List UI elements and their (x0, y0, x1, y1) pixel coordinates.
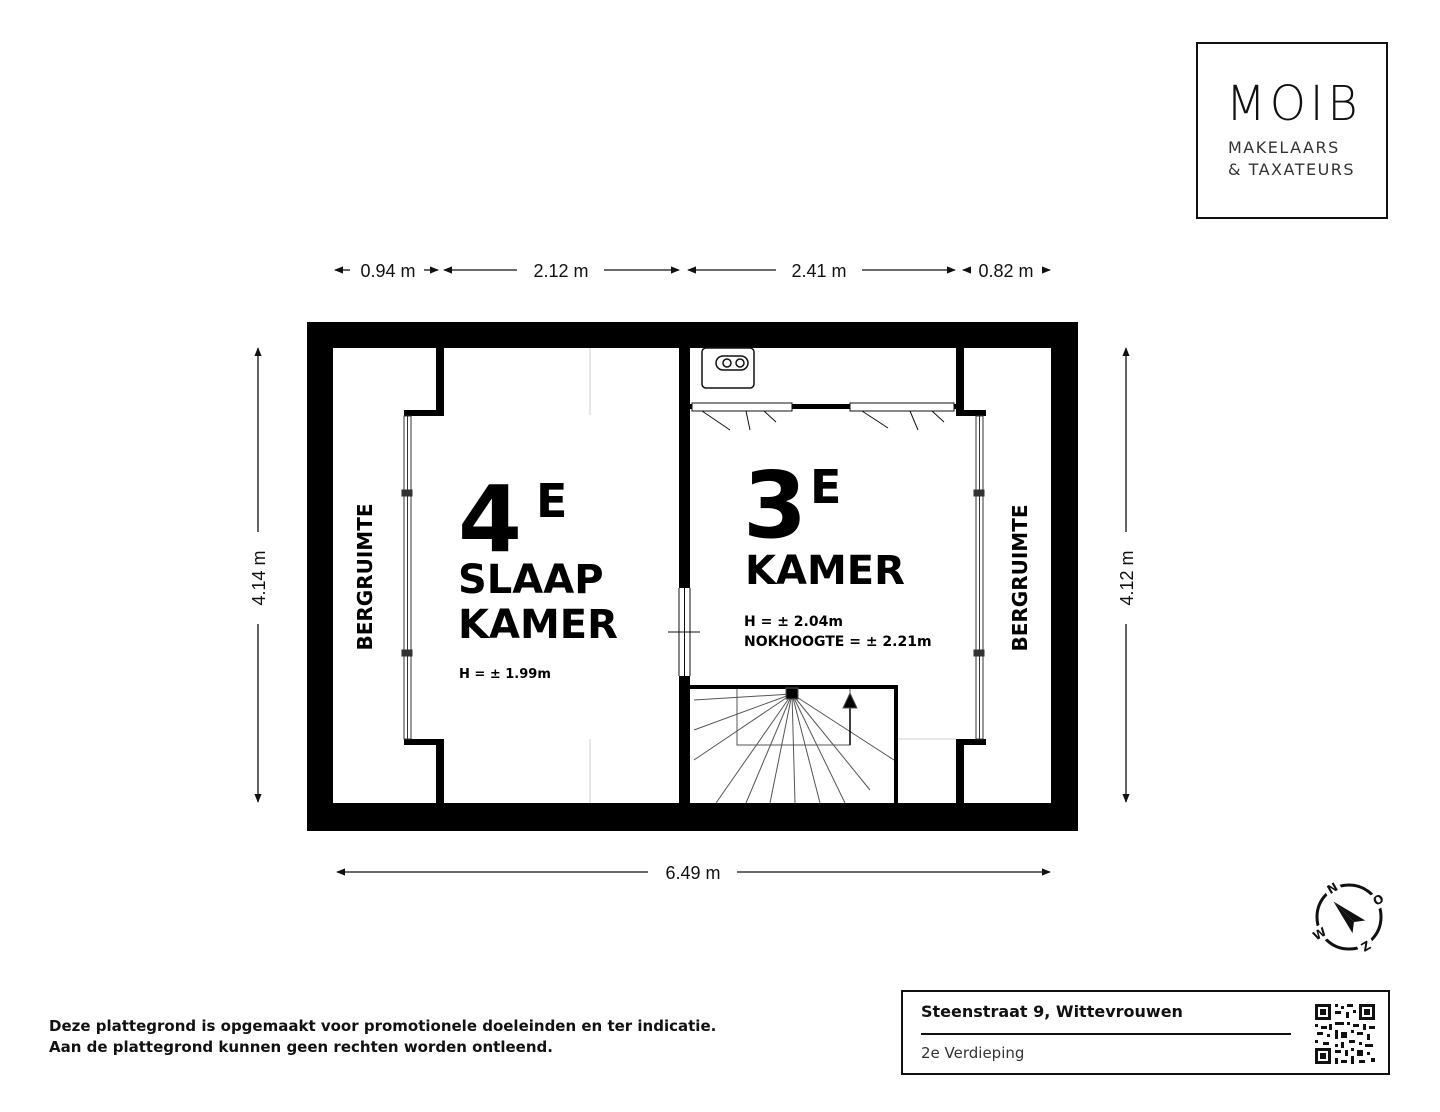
dim-right: 4.12 m (1117, 550, 1137, 606)
storage-left-label: BERGRUIMTE (353, 503, 377, 651)
address-street: Steenstraat 9, Wittevrouwen (921, 1002, 1183, 1021)
room3-ridge: NOKHOOGTE = ± 2.21m (744, 634, 932, 650)
dim-top-4: 0.82 m (978, 261, 1034, 281)
dim-left: 4.14 m (249, 550, 269, 606)
room3-line1: KAMER (745, 548, 905, 594)
qr-code-icon (1313, 1002, 1377, 1066)
address-divider (921, 1033, 1291, 1035)
compass-o: O (1370, 891, 1387, 909)
bedroom4-height: H = ± 1.99m (459, 667, 551, 682)
dim-top-3: 2.41 m (791, 261, 847, 281)
compass-z: Z (1358, 938, 1374, 955)
bedroom4-line1: SLAAP (458, 557, 604, 603)
address-box (901, 990, 1390, 1075)
logo-line-1: MAKELAARS (1228, 138, 1340, 157)
stairs (694, 688, 894, 803)
compass-icon (1292, 860, 1407, 975)
bedroom4-line2: KAMER (458, 602, 618, 648)
bedroom4-sup: E (536, 474, 568, 528)
compass-w: W (1310, 924, 1329, 944)
dimension-lines (258, 270, 1126, 872)
knee-wall-left (402, 416, 412, 739)
knee-wall-right (974, 416, 984, 739)
logo-name: MOIB (1226, 74, 1362, 132)
room3-number: 3 (743, 452, 808, 559)
compass-n: N (1324, 879, 1341, 897)
logo-line-2: & TAXATEURS (1228, 160, 1356, 179)
disclaimer (49, 1016, 716, 1058)
dim-bottom: 6.49 m (665, 863, 721, 883)
bedroom4-number: 4 (458, 466, 523, 573)
room3-height: H = ± 2.04m (744, 614, 843, 630)
disclaimer-line-1: Deze plattegrond is opgemaakt voor promotionele doeleinden en ter indicatie. (49, 1017, 717, 1035)
boiler (702, 348, 754, 388)
room3-sup: E (810, 460, 842, 514)
disclaimer-line-2: Aan de plattegrond kunnen geen rechten worden ontleend. (49, 1038, 553, 1056)
door-center (668, 588, 700, 676)
dim-top-1: 0.94 m (360, 261, 416, 281)
dim-top-2: 2.12 m (533, 261, 589, 281)
address-floor: 2e Verdieping (921, 1044, 1025, 1062)
storage-right-label: BERGRUIMTE (1008, 504, 1032, 652)
